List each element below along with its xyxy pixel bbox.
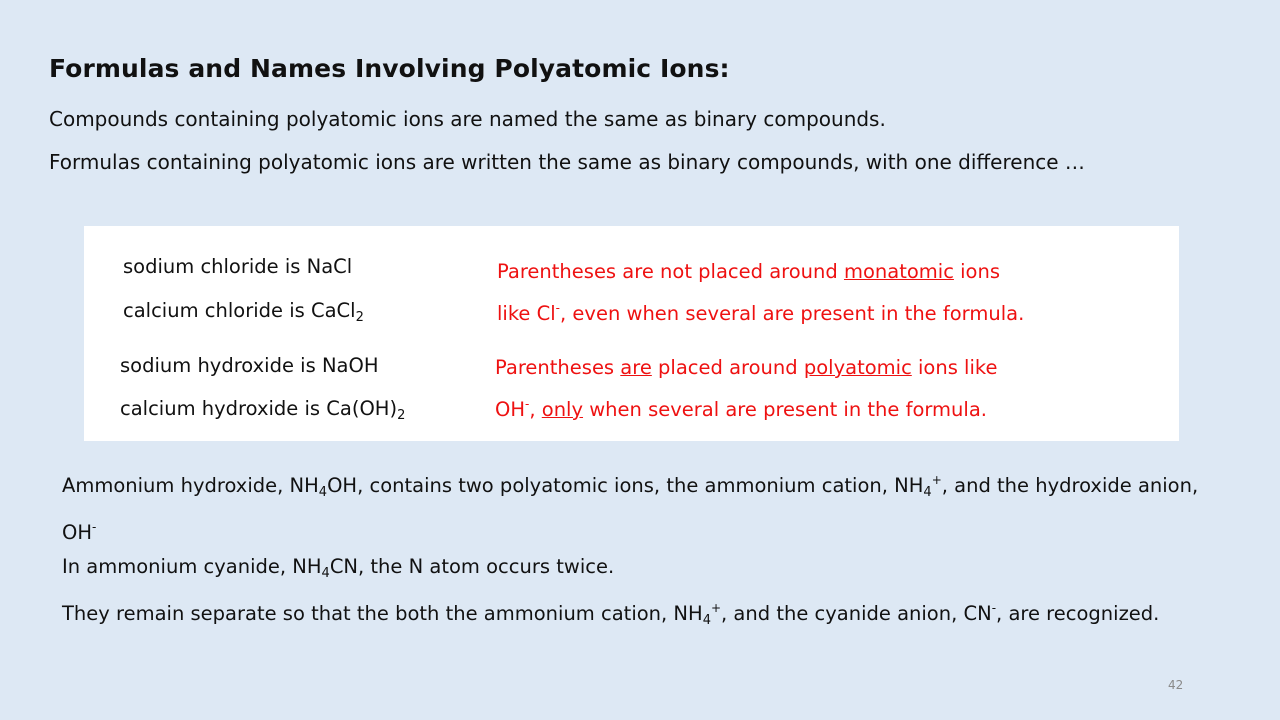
note-text: like Cl [497,302,556,325]
example-caoh2-text: calcium hydroxide is Ca(OH) [120,397,398,420]
paragraph-ammonium-hydroxide [62,463,1222,550]
note-polyatomic [495,350,998,428]
note-text: OH [495,398,526,421]
subscript: 4 [702,613,711,628]
page-number: 42 [1168,678,1184,692]
intro-line-2: Formulas containing polyatomic ions are written the same as binary compounds, with one difference … [49,150,1085,174]
note-text: Parentheses [495,356,621,379]
example-nacl-text: sodium chloride is NaCl [123,255,353,278]
note-text: when several are present in the formula. [583,398,987,421]
superscript: - [991,601,997,615]
paragraph-ammonium-cyanide [62,550,1222,591]
text: They remain separate so that the both the ammonium cation, NH [62,602,703,625]
superscript: + [710,601,722,615]
note-polyatomic-line-1 [495,350,998,386]
note-underlined: are [620,356,652,379]
note-underlined: polyatomic [803,356,912,379]
note-text: placed around [651,356,804,379]
text: , and the cyanide anion, CN [721,602,992,625]
subscript: 4 [318,485,328,500]
superscript: + [931,473,942,487]
paragraph-remain-separate [62,591,1222,638]
note-monatomic-line-2 [497,290,1024,332]
note-monatomic [497,254,1024,332]
note-text: Parentheses are not placed around [497,260,844,283]
subscript: 2 [355,310,364,325]
example-cacl2-text: calcium chloride is CaCl [123,299,356,322]
text: , are recognized. [996,602,1160,625]
examples-panel [84,226,1179,441]
example-nacl [123,255,352,278]
text: CN, the N atom occurs twice. [329,555,615,578]
intro-line-1: Compounds containing polyatomic ions are named the same as binary compounds. [49,107,886,131]
subscript: 4 [923,485,932,500]
note-text: ions [953,260,1000,283]
note-underlined: monatomic [843,260,954,283]
note-text: ions like [911,356,998,379]
subscript: 4 [321,566,330,581]
example-cacl2 [123,299,364,325]
example-caoh2 [120,397,405,423]
note-polyatomic-line-2 [495,386,998,428]
text: Ammonium hydroxide, NH [62,474,319,497]
note-underlined: only [541,398,584,421]
note-monatomic-line-1 [497,254,1024,290]
text: OH, contains two polyatomic ions, the ammonium cation, NH [327,474,924,497]
explanation-text [62,463,1222,638]
note-text: , [529,398,542,421]
note-text: , even when several are present in the formula. [560,302,1025,325]
superscript: - [92,520,97,534]
subscript: 2 [397,408,406,423]
example-naoh-text: sodium hydroxide is NaOH [120,354,379,377]
text: , and the hydroxide anion, OH [62,474,1199,544]
example-naoh [120,354,379,377]
superscript: - [555,301,561,315]
superscript: - [525,397,530,411]
slide-title: Formulas and Names Involving Polyatomic Ions: [49,54,730,83]
text: In ammonium cyanide, NH [62,555,322,578]
